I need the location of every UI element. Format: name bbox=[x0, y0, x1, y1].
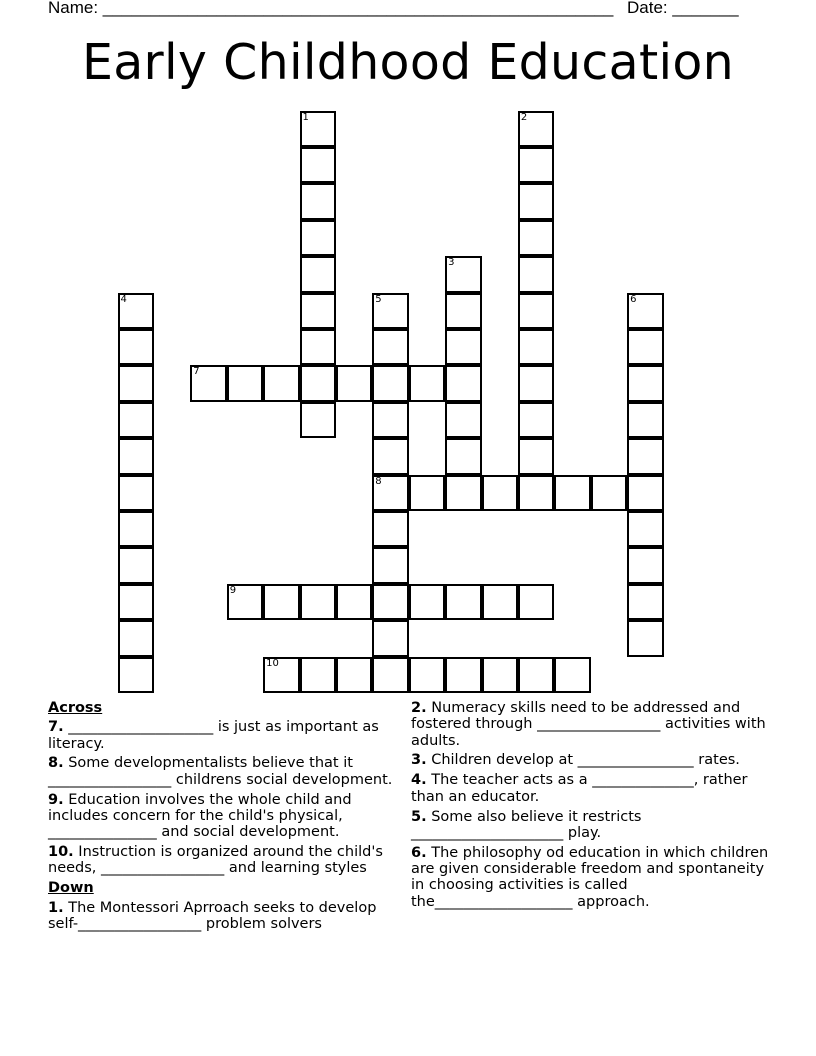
crossword-cell[interactable] bbox=[300, 111, 337, 148]
crossword-cell[interactable] bbox=[263, 657, 300, 694]
crossword-cell[interactable] bbox=[518, 475, 555, 512]
clue-number-label: 7 bbox=[193, 366, 200, 378]
crossword-cell[interactable] bbox=[518, 256, 555, 293]
clue-number: 5. bbox=[411, 808, 427, 825]
crossword-cell[interactable] bbox=[372, 547, 409, 584]
crossword-cell[interactable] bbox=[372, 402, 409, 439]
crossword-cell[interactable] bbox=[372, 365, 409, 402]
clue-number: 1. bbox=[48, 899, 64, 916]
crossword-cell[interactable] bbox=[372, 511, 409, 548]
clue-number: 7. bbox=[48, 719, 64, 736]
clue-number-label: 6 bbox=[630, 293, 637, 305]
clue-number: 2. bbox=[411, 700, 427, 716]
crossword-cell[interactable] bbox=[300, 329, 337, 366]
clue-across-9 bbox=[48, 792, 393, 841]
crossword-cell[interactable] bbox=[118, 402, 155, 439]
crossword-cell[interactable] bbox=[118, 620, 155, 657]
crossword-cell[interactable] bbox=[190, 365, 227, 402]
clue-down-5 bbox=[411, 809, 771, 842]
crossword-cell[interactable] bbox=[372, 329, 409, 366]
crossword-cell[interactable] bbox=[627, 584, 664, 621]
crossword-cell[interactable] bbox=[372, 620, 409, 657]
crossword-cell[interactable] bbox=[445, 475, 482, 512]
crossword-cell[interactable] bbox=[263, 584, 300, 621]
clue-text: Children develop at ________________ rates. bbox=[426, 752, 740, 769]
crossword-cell[interactable] bbox=[445, 365, 482, 402]
clue-down-1 bbox=[48, 900, 393, 933]
crossword-cell[interactable] bbox=[482, 475, 519, 512]
crossword-cell[interactable] bbox=[482, 584, 519, 621]
clue-number-label: 3 bbox=[448, 257, 455, 269]
clue-text: Education involves the whole child and includes concern for the child's physical, _______________ and social development. bbox=[48, 791, 352, 841]
crossword-cell[interactable] bbox=[300, 147, 337, 184]
crossword-cell[interactable] bbox=[118, 657, 155, 694]
clue-text: Some also believe it restricts _____________________ play. bbox=[411, 808, 642, 841]
crossword-cell[interactable] bbox=[445, 256, 482, 293]
clue-text: The philosophy od education in which children are given considerable freedom and spontaneity in choosing activities is called the___________________ approach. bbox=[411, 844, 769, 910]
name-field-label[interactable]: Name: ______________________________________________________ bbox=[48, 0, 614, 17]
crossword-cell[interactable] bbox=[445, 438, 482, 475]
clue-text: The Montessori Aprroach seeks to develop self-_________________ problem solvers bbox=[48, 899, 377, 932]
crossword-cell[interactable] bbox=[300, 183, 337, 220]
clue-number: 3. bbox=[411, 752, 427, 769]
clues-column-right bbox=[411, 700, 771, 914]
crossword-cell[interactable] bbox=[300, 402, 337, 439]
clue-number: 8. bbox=[48, 755, 64, 772]
crossword-cell[interactable] bbox=[482, 657, 519, 694]
clue-number-label: 5 bbox=[375, 293, 382, 305]
clue-down-6 bbox=[411, 845, 771, 910]
crossword-cell[interactable] bbox=[300, 293, 337, 330]
clue-text: The teacher acts as a ______________, rather than an educator. bbox=[411, 772, 748, 805]
crossword-cell[interactable] bbox=[409, 365, 446, 402]
crossword-cell[interactable] bbox=[300, 584, 337, 621]
crossword-cell[interactable] bbox=[627, 547, 664, 584]
crossword-cell[interactable] bbox=[372, 438, 409, 475]
crossword-cell[interactable] bbox=[118, 365, 155, 402]
crossword-cell[interactable] bbox=[627, 620, 664, 657]
clue-text: Some developmentalists believe that it _________________ childrens social development. bbox=[48, 755, 393, 788]
page-title: Early Childhood Education bbox=[81, 34, 735, 91]
crossword-cell[interactable] bbox=[518, 183, 555, 220]
crossword-cell[interactable] bbox=[300, 220, 337, 257]
crossword-cell[interactable] bbox=[518, 111, 555, 148]
crossword-cell[interactable] bbox=[372, 584, 409, 621]
crossword-cell[interactable] bbox=[336, 657, 373, 694]
crossword-cell[interactable] bbox=[118, 547, 155, 584]
clue-text: ____________________ is just as important as literacy. bbox=[48, 719, 379, 752]
crossword-cell[interactable] bbox=[372, 475, 409, 512]
crossword-cell[interactable] bbox=[627, 365, 664, 402]
crossword-cell[interactable] bbox=[336, 584, 373, 621]
crossword-cell[interactable] bbox=[445, 584, 482, 621]
crossword-cell[interactable] bbox=[118, 438, 155, 475]
crossword-cell[interactable] bbox=[445, 293, 482, 330]
crossword-cell[interactable] bbox=[554, 657, 591, 694]
clue-down-3 bbox=[411, 752, 771, 768]
clue-number-label: 2 bbox=[520, 111, 528, 123]
crossword-cell[interactable] bbox=[445, 402, 482, 439]
crossword-cell[interactable] bbox=[518, 657, 555, 694]
crossword-cell[interactable] bbox=[627, 293, 664, 330]
clue-down-4 bbox=[411, 772, 771, 805]
crossword-cell[interactable] bbox=[409, 657, 446, 694]
clue-number-label: 9 bbox=[229, 584, 237, 596]
crossword-cell[interactable] bbox=[409, 584, 446, 621]
clue-across-7 bbox=[48, 719, 393, 752]
crossword-cell[interactable] bbox=[518, 402, 555, 439]
clue-number: 10. bbox=[48, 844, 74, 861]
crossword-cell[interactable] bbox=[445, 329, 482, 366]
crossword-cell[interactable] bbox=[554, 475, 591, 512]
crossword-cell[interactable] bbox=[518, 329, 555, 366]
crossword-cell[interactable] bbox=[118, 511, 155, 548]
crossword-cell[interactable] bbox=[627, 475, 664, 512]
crossword-cell[interactable] bbox=[118, 293, 155, 330]
crossword-cell[interactable] bbox=[227, 365, 264, 402]
crossword-cell[interactable] bbox=[518, 147, 555, 184]
clue-across-10 bbox=[48, 844, 393, 877]
crossword-cell[interactable] bbox=[300, 256, 337, 293]
crossword-cell[interactable] bbox=[627, 438, 664, 475]
clue-number: 6. bbox=[411, 844, 427, 861]
clue-across-8 bbox=[48, 755, 393, 788]
clue-number-label: 4 bbox=[120, 293, 127, 305]
crossword-cell[interactable] bbox=[336, 365, 373, 402]
crossword-cell[interactable] bbox=[300, 365, 337, 402]
crossword-cell[interactable] bbox=[518, 220, 555, 257]
across-heading: Across bbox=[48, 700, 103, 716]
down-heading: Down bbox=[48, 880, 94, 897]
date-field-label[interactable]: Date: _______ bbox=[627, 0, 739, 17]
clue-number: 9. bbox=[48, 791, 64, 808]
clue-down-2 bbox=[411, 700, 771, 749]
clues-column-left bbox=[48, 700, 393, 936]
clue-number-label: 8 bbox=[375, 475, 382, 487]
crossword-cell[interactable] bbox=[445, 657, 482, 694]
crossword-cell[interactable] bbox=[627, 402, 664, 439]
crossword-cell[interactable] bbox=[300, 657, 337, 694]
clue-text: Instruction is organized around the child's needs, _________________ and learning styles bbox=[48, 844, 383, 877]
crossword-cell[interactable] bbox=[518, 365, 555, 402]
crossword-cell[interactable] bbox=[627, 511, 664, 548]
crossword-cell[interactable] bbox=[518, 293, 555, 330]
clue-number: 4. bbox=[411, 772, 427, 789]
crossword-cell[interactable] bbox=[518, 438, 555, 475]
crossword-cell[interactable] bbox=[118, 329, 155, 366]
clue-number-label: 10 bbox=[266, 657, 279, 669]
crossword-cell[interactable] bbox=[627, 329, 664, 366]
crossword-cell[interactable] bbox=[227, 584, 264, 621]
crossword-cell[interactable] bbox=[409, 475, 446, 512]
crossword-cell[interactable] bbox=[591, 475, 628, 512]
crossword-cell[interactable] bbox=[118, 584, 155, 621]
crossword-cell[interactable] bbox=[263, 365, 300, 402]
crossword-cell[interactable] bbox=[372, 657, 409, 694]
crossword-cell[interactable] bbox=[518, 584, 555, 621]
crossword-cell[interactable] bbox=[372, 293, 409, 330]
clue-number-label: 1 bbox=[302, 111, 309, 123]
clue-text: Numeracy skills need to be addressed and fostered through _________________ activities with adults. bbox=[411, 700, 766, 749]
crossword-cell[interactable] bbox=[118, 475, 155, 512]
